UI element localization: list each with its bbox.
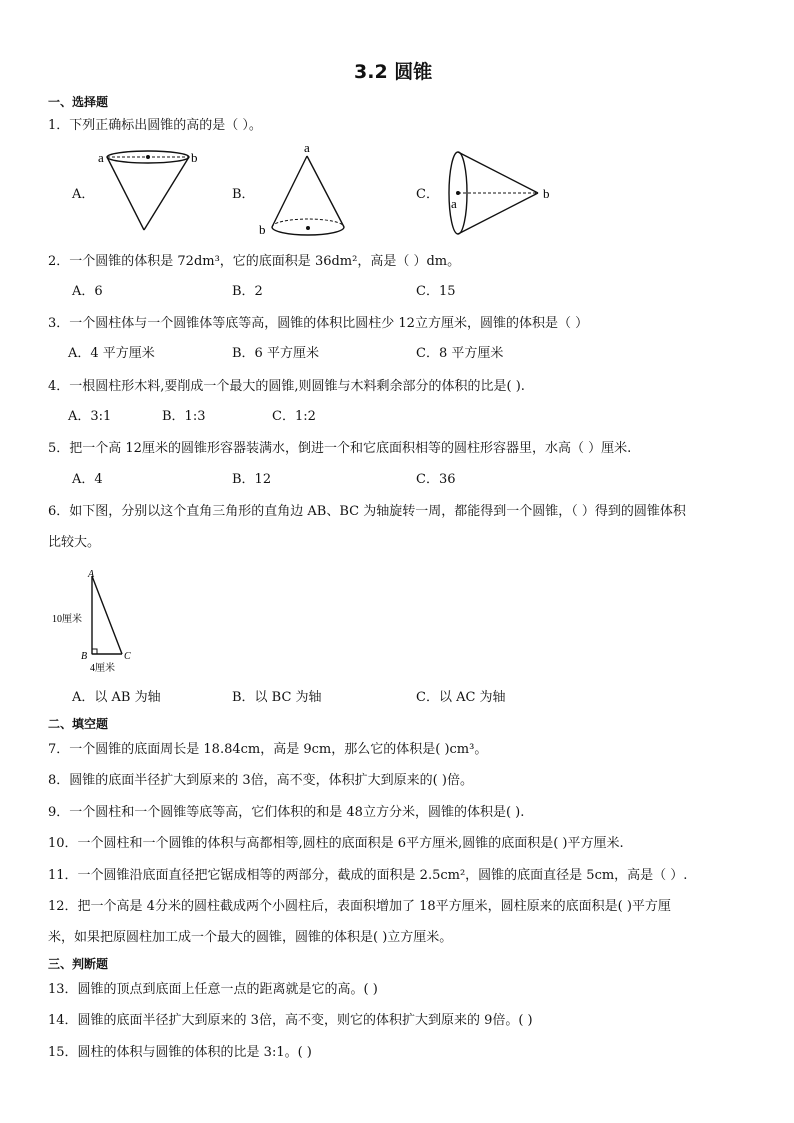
question-13-text: 13．圆锥的顶点到底面上任意一点的距离就是它的高。( ) bbox=[48, 982, 378, 997]
question-6-text-line2: 比较大。 bbox=[48, 535, 101, 550]
q2-option-c: C．15 bbox=[416, 284, 456, 299]
q5-option-a: A．4 bbox=[72, 472, 103, 487]
question-15-text: 15．圆柱的体积与圆锥的体积的比是 3:1。( ) bbox=[48, 1045, 312, 1060]
q2-option-a: A．6 bbox=[72, 284, 103, 299]
question-11-text: 11．一个圆锥沿底面直径把它锯成相等的两部分，截成的面积是 2.5cm²，圆锥的底面直径是 5cm，高是（ ）. bbox=[48, 868, 688, 883]
question-14-text: 14．圆锥的底面半径扩大到原来的 3倍，高不变，则它的体积扩大到原来的 9倍。( ) bbox=[48, 1013, 533, 1028]
question-7-text: 7．一个圆锥的底面周长是 18.84cm，高是 9cm，那么它的体积是( )cm³。 bbox=[48, 742, 488, 757]
page-title: 3.2 圆锥 bbox=[354, 61, 433, 83]
q4-option-b: B．1:3 bbox=[162, 409, 206, 424]
figC-label-a: a bbox=[451, 196, 457, 211]
triangle-label-B: B bbox=[81, 651, 88, 662]
figA-label-a: a bbox=[98, 150, 104, 165]
triangle-label-C: C bbox=[124, 651, 131, 662]
triangle-side-ab-length: 10厘米 bbox=[52, 614, 82, 625]
q1-option-a: A． bbox=[72, 187, 95, 202]
q4-option-a: A．3:1 bbox=[68, 409, 112, 424]
triangle-label-A: A bbox=[88, 569, 95, 580]
q3-option-a: A．4 平方厘米 bbox=[68, 346, 155, 361]
question-3-text: 3．一个圆柱体与一个圆锥体等底等高，圆锥的体积比圆柱少 12立方厘米，圆锥的体积是（ ） bbox=[48, 316, 589, 331]
q4-option-c: C．1:2 bbox=[272, 409, 316, 424]
q2-option-b: B．2 bbox=[232, 284, 263, 299]
triangle-side-bc-length: 4厘米 bbox=[90, 663, 115, 674]
section-heading-choice: 一、选择题 bbox=[48, 95, 109, 109]
question-4-text: 4．一根圆柱形木料,要削成一个最大的圆锥,则圆锥与木料剩余部分的体积的比是( ). bbox=[48, 379, 525, 394]
cone-figure-b bbox=[256, 140, 356, 240]
q5-option-c: C．36 bbox=[416, 472, 456, 487]
q5-option-b: B．12 bbox=[232, 472, 272, 487]
q6-option-b: B．以 BC 为轴 bbox=[232, 690, 322, 705]
figB-label-a: a bbox=[304, 140, 310, 155]
question-5-text: 5．把一个高 12厘米的圆锥形容器装满水，倒进一个和它底面积相等的圆柱形容器里，水高（ ）厘米. bbox=[48, 441, 632, 456]
q3-option-b: B．6 平方厘米 bbox=[232, 346, 319, 361]
figA-label-b: b bbox=[191, 150, 198, 165]
question-6-text-line1: 6．如下图，分别以这个直角三角形的直角边 AB、BC 为轴旋转一周，都能得到一个圆锥，（ ）得到的圆锥体积 bbox=[48, 504, 686, 519]
q3-option-c: C．8 平方厘米 bbox=[416, 346, 504, 361]
section-heading-fill: 二、填空题 bbox=[48, 717, 109, 731]
q1-option-c: C． bbox=[416, 187, 439, 202]
q6-option-a: A．以 AB 为轴 bbox=[72, 690, 161, 705]
cone-figure-c bbox=[440, 150, 560, 240]
question-2-text: 2．一个圆锥的体积是 72dm³，它的底面积是 36dm²，高是（ ）dm。 bbox=[48, 254, 461, 269]
section-heading-judge: 三、判断题 bbox=[48, 957, 109, 971]
question-10-text: 10．一个圆柱和一个圆锥的体积与高都相等,圆柱的底面积是 6平方厘米,圆锥的底面积是( )平方厘米. bbox=[48, 836, 624, 851]
cone-figure-a bbox=[96, 146, 206, 236]
q6-option-c: C．以 AC 为轴 bbox=[416, 690, 506, 705]
question-9-text: 9．一个圆柱和一个圆锥等底等高，它们体积的和是 48立方分米，圆锥的体积是( ). bbox=[48, 805, 525, 820]
right-triangle-figure bbox=[50, 568, 150, 678]
q1-option-b: B． bbox=[232, 187, 255, 202]
figB-label-b: b bbox=[259, 222, 266, 237]
question-8-text: 8．圆锥的底面半径扩大到原来的 3倍，高不变，体积扩大到原来的( )倍。 bbox=[48, 773, 473, 788]
question-1-text: 1．下列正确标出圆锥的高的是（ ）。 bbox=[48, 118, 262, 133]
figC-label-b: b bbox=[543, 186, 550, 201]
question-12-text-line2: 米，如果把原圆柱加工成一个最大的圆锥，圆锥的体积是( )立方厘米。 bbox=[48, 930, 453, 945]
question-12-text-line1: 12．把一个高是 4分米的圆柱截成两个小圆柱后，表面积增加了 18平方厘米，圆柱原来的底面积是( )平方厘 bbox=[48, 899, 671, 914]
